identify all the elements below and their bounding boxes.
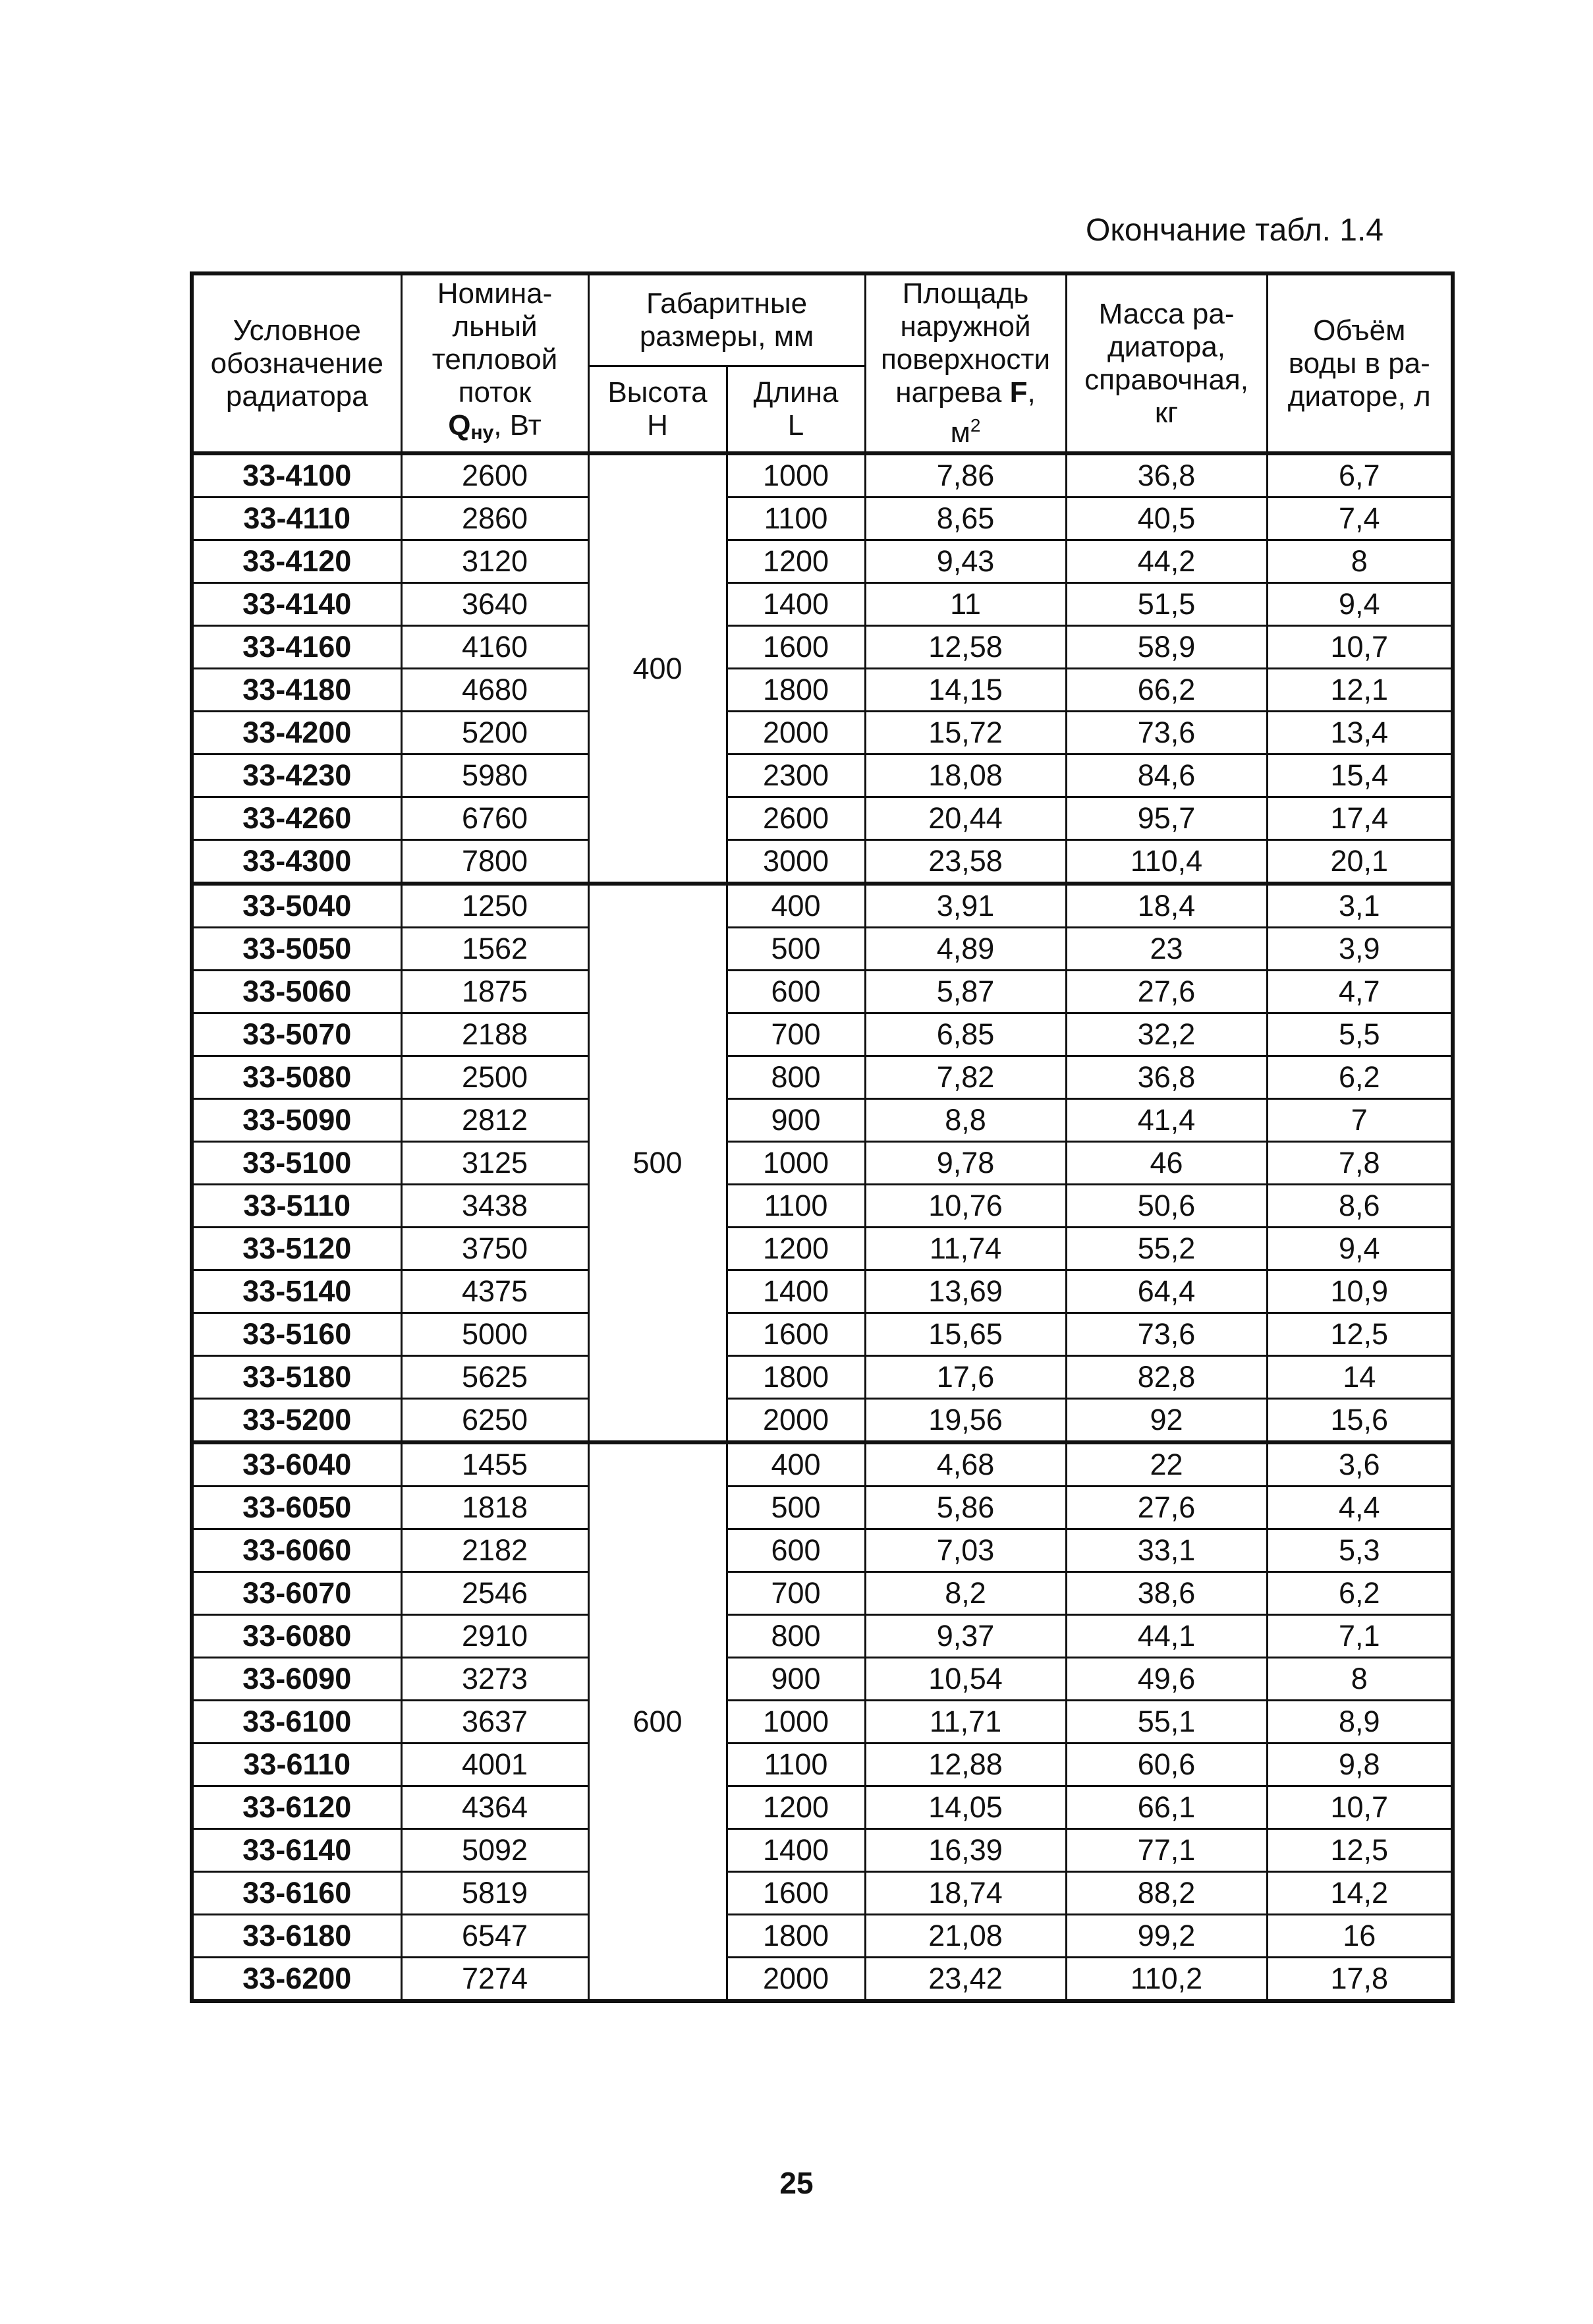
- cell-designation: 33-6110: [192, 1743, 401, 1786]
- cell-length: 1200: [727, 1786, 865, 1829]
- cell-designation: 33-5060: [192, 971, 401, 1013]
- cell-mass: 44,2: [1066, 540, 1267, 583]
- cell-heat-flow: 1250: [401, 884, 588, 928]
- cell-water-volume: 20,1: [1267, 840, 1453, 884]
- cell-mass: 77,1: [1066, 1829, 1267, 1872]
- cell-heat-flow: 5000: [401, 1313, 588, 1356]
- table-row: [192, 1615, 1453, 1658]
- cell-heat-flow: 4375: [401, 1270, 588, 1313]
- cell-water-volume: 5,5: [1267, 1013, 1453, 1056]
- cell-mass: 51,5: [1066, 583, 1267, 626]
- cell-mass: 55,1: [1066, 1701, 1267, 1743]
- cell-length: 1000: [727, 1701, 865, 1743]
- cell-length: 600: [727, 1529, 865, 1572]
- cell-designation: 33-6100: [192, 1701, 401, 1743]
- cell-surface-area: 23,58: [865, 840, 1066, 884]
- header-heat-flow: Номина- льный тепловой поток $Q_{ну}$, Вт: [401, 273, 588, 453]
- cell-length: 2000: [727, 1399, 865, 1443]
- cell-designation: 33-6070: [192, 1572, 401, 1615]
- cell-water-volume: 8,6: [1267, 1185, 1453, 1228]
- cell-surface-area: 3,91: [865, 884, 1066, 928]
- cell-mass: 110,4: [1066, 840, 1267, 884]
- cell-heat-flow: 7800: [401, 840, 588, 884]
- cell-surface-area: 10,54: [865, 1658, 1066, 1701]
- cell-surface-area: 4,68: [865, 1442, 1066, 1487]
- table-row: [192, 797, 1453, 840]
- cell-water-volume: 17,8: [1267, 1958, 1453, 2002]
- cell-water-volume: 8: [1267, 540, 1453, 583]
- cell-mass: 58,9: [1066, 626, 1267, 669]
- cell-designation: 33-4120: [192, 540, 401, 583]
- table-row: [192, 1872, 1453, 1915]
- cell-water-volume: 3,6: [1267, 1442, 1453, 1487]
- cell-mass: 82,8: [1066, 1356, 1267, 1399]
- table-row: [192, 1915, 1453, 1958]
- table-row: [192, 840, 1453, 884]
- cell-designation: 33-6120: [192, 1786, 401, 1829]
- cell-surface-area: 8,2: [865, 1572, 1066, 1615]
- cell-designation: 33-5090: [192, 1099, 401, 1142]
- cell-water-volume: 15,4: [1267, 754, 1453, 797]
- cell-designation: 33-4160: [192, 626, 401, 669]
- table-row: [192, 497, 1453, 540]
- table-header: [192, 273, 1453, 453]
- cell-heat-flow: 4160: [401, 626, 588, 669]
- cell-mass: 92: [1066, 1399, 1267, 1443]
- cell-water-volume: 3,9: [1267, 928, 1453, 971]
- cell-surface-area: 9,43: [865, 540, 1066, 583]
- header-length: Длина L: [727, 366, 865, 454]
- cell-height: 500: [588, 884, 727, 1442]
- cell-surface-area: 6,85: [865, 1013, 1066, 1056]
- cell-height: 600: [588, 1442, 727, 2001]
- cell-heat-flow: 3120: [401, 540, 588, 583]
- cell-mass: 60,6: [1066, 1743, 1267, 1786]
- table-row: [192, 1270, 1453, 1313]
- cell-mass: 88,2: [1066, 1872, 1267, 1915]
- cell-heat-flow: 4001: [401, 1743, 588, 1786]
- cell-designation: 33-4260: [192, 797, 401, 840]
- cell-water-volume: 17,4: [1267, 797, 1453, 840]
- cell-water-volume: 8,9: [1267, 1701, 1453, 1743]
- table-row: [192, 1013, 1453, 1056]
- table-row: [192, 1313, 1453, 1356]
- cell-length: 600: [727, 971, 865, 1013]
- cell-surface-area: 11: [865, 583, 1066, 626]
- cell-heat-flow: 1818: [401, 1487, 588, 1529]
- cell-length: 700: [727, 1013, 865, 1056]
- cell-mass: 49,6: [1066, 1658, 1267, 1701]
- cell-mass: 99,2: [1066, 1915, 1267, 1958]
- cell-mass: 66,2: [1066, 669, 1267, 712]
- cell-surface-area: 14,15: [865, 669, 1066, 712]
- cell-heat-flow: 6760: [401, 797, 588, 840]
- header-surface-area: Площадь наружной поверхности нагрева F, $м^2$: [865, 273, 1066, 453]
- cell-water-volume: 8: [1267, 1658, 1453, 1701]
- cell-heat-flow: 1562: [401, 928, 588, 971]
- cell-mass: 46: [1066, 1142, 1267, 1185]
- cell-designation: 33-5200: [192, 1399, 401, 1443]
- cell-designation: 33-4140: [192, 583, 401, 626]
- cell-surface-area: 23,42: [865, 1958, 1066, 2002]
- cell-heat-flow: 2910: [401, 1615, 588, 1658]
- table-row: [192, 1142, 1453, 1185]
- cell-surface-area: 12,88: [865, 1743, 1066, 1786]
- cell-length: 400: [727, 1442, 865, 1487]
- cell-mass: 27,6: [1066, 971, 1267, 1013]
- cell-mass: 66,1: [1066, 1786, 1267, 1829]
- cell-length: 1800: [727, 669, 865, 712]
- table-row: [192, 754, 1453, 797]
- cell-water-volume: 7: [1267, 1099, 1453, 1142]
- cell-designation: 33-5070: [192, 1013, 401, 1056]
- cell-water-volume: 14,2: [1267, 1872, 1453, 1915]
- cell-mass: 36,8: [1066, 453, 1267, 497]
- cell-heat-flow: 1455: [401, 1442, 588, 1487]
- cell-heat-flow: 5980: [401, 754, 588, 797]
- cell-designation: 33-4110: [192, 497, 401, 540]
- cell-surface-area: 12,58: [865, 626, 1066, 669]
- cell-heat-flow: 2860: [401, 497, 588, 540]
- cell-surface-area: 15,72: [865, 712, 1066, 754]
- cell-mass: 38,6: [1066, 1572, 1267, 1615]
- cell-length: 1200: [727, 1228, 865, 1270]
- cell-length: 1400: [727, 1829, 865, 1872]
- cell-heat-flow: 2188: [401, 1013, 588, 1056]
- cell-surface-area: 21,08: [865, 1915, 1066, 1958]
- table-row: [192, 669, 1453, 712]
- cell-heat-flow: 6547: [401, 1915, 588, 1958]
- cell-length: 400: [727, 884, 865, 928]
- cell-designation: 33-5180: [192, 1356, 401, 1399]
- cell-heat-flow: 4364: [401, 1786, 588, 1829]
- table-row: [192, 1442, 1453, 1487]
- cell-mass: 32,2: [1066, 1013, 1267, 1056]
- cell-mass: 33,1: [1066, 1529, 1267, 1572]
- table-row: [192, 971, 1453, 1013]
- table-row: [192, 1958, 1453, 2002]
- cell-water-volume: 6,2: [1267, 1056, 1453, 1099]
- cell-surface-area: 11,71: [865, 1701, 1066, 1743]
- cell-designation: 33-5080: [192, 1056, 401, 1099]
- cell-length: 1800: [727, 1356, 865, 1399]
- cell-designation: 33-6160: [192, 1872, 401, 1915]
- cell-water-volume: 16: [1267, 1915, 1453, 1958]
- cell-water-volume: 5,3: [1267, 1529, 1453, 1572]
- cell-length: 1100: [727, 1743, 865, 1786]
- cell-surface-area: 10,76: [865, 1185, 1066, 1228]
- cell-surface-area: 5,87: [865, 971, 1066, 1013]
- table-caption: Окончание табл. 1.4: [1085, 213, 1383, 248]
- table-row: [192, 540, 1453, 583]
- cell-surface-area: 18,74: [865, 1872, 1066, 1915]
- cell-mass: 50,6: [1066, 1185, 1267, 1228]
- cell-length: 800: [727, 1615, 865, 1658]
- radiator-table: [190, 271, 1455, 2003]
- header-water-volume: Объём воды в ра- диаторе, л: [1267, 273, 1453, 453]
- cell-water-volume: 4,7: [1267, 971, 1453, 1013]
- cell-designation: 33-6200: [192, 1958, 401, 2002]
- cell-heat-flow: 2182: [401, 1529, 588, 1572]
- cell-designation: 33-5120: [192, 1228, 401, 1270]
- cell-surface-area: 16,39: [865, 1829, 1066, 1872]
- cell-heat-flow: 3125: [401, 1142, 588, 1185]
- cell-mass: 55,2: [1066, 1228, 1267, 1270]
- cell-surface-area: 7,03: [865, 1529, 1066, 1572]
- cell-heat-flow: 3273: [401, 1658, 588, 1701]
- cell-designation: 33-4300: [192, 840, 401, 884]
- cell-water-volume: 7,8: [1267, 1142, 1453, 1185]
- cell-mass: 44,1: [1066, 1615, 1267, 1658]
- cell-surface-area: 9,78: [865, 1142, 1066, 1185]
- cell-length: 2000: [727, 1958, 865, 2002]
- cell-mass: 40,5: [1066, 497, 1267, 540]
- row-group-400: [192, 453, 1453, 884]
- cell-designation: 33-6180: [192, 1915, 401, 1958]
- cell-water-volume: 13,4: [1267, 712, 1453, 754]
- cell-mass: 64,4: [1066, 1270, 1267, 1313]
- cell-water-volume: 7,1: [1267, 1615, 1453, 1658]
- cell-heat-flow: 7274: [401, 1958, 588, 2002]
- cell-water-volume: 10,9: [1267, 1270, 1453, 1313]
- cell-length: 3000: [727, 840, 865, 884]
- cell-water-volume: 12,5: [1267, 1313, 1453, 1356]
- page-number: 25: [779, 2166, 814, 2200]
- cell-designation: 33-5050: [192, 928, 401, 971]
- cell-length: 1600: [727, 1313, 865, 1356]
- cell-length: 700: [727, 1572, 865, 1615]
- cell-designation: 33-6090: [192, 1658, 401, 1701]
- cell-length: 2300: [727, 754, 865, 797]
- cell-surface-area: 13,69: [865, 1270, 1066, 1313]
- cell-surface-area: 7,86: [865, 453, 1066, 497]
- cell-mass: 23: [1066, 928, 1267, 971]
- table-row: [192, 928, 1453, 971]
- cell-heat-flow: 2546: [401, 1572, 588, 1615]
- table-row: [192, 1658, 1453, 1701]
- cell-length: 1000: [727, 1142, 865, 1185]
- cell-heat-flow: 5200: [401, 712, 588, 754]
- cell-heat-flow: 2500: [401, 1056, 588, 1099]
- cell-heat-flow: 4680: [401, 669, 588, 712]
- cell-mass: 36,8: [1066, 1056, 1267, 1099]
- cell-length: 2600: [727, 797, 865, 840]
- cell-water-volume: 4,4: [1267, 1487, 1453, 1529]
- table-row: [192, 583, 1453, 626]
- cell-water-volume: 10,7: [1267, 626, 1453, 669]
- cell-water-volume: 12,5: [1267, 1829, 1453, 1872]
- cell-surface-area: 9,37: [865, 1615, 1066, 1658]
- cell-heat-flow: 5092: [401, 1829, 588, 1872]
- cell-surface-area: 17,6: [865, 1356, 1066, 1399]
- table-row: [192, 1099, 1453, 1142]
- cell-mass: 18,4: [1066, 884, 1267, 928]
- cell-surface-area: 8,65: [865, 497, 1066, 540]
- cell-length: 1000: [727, 453, 865, 497]
- cell-designation: 33-6050: [192, 1487, 401, 1529]
- row-group-600: [192, 1442, 1453, 2001]
- cell-water-volume: 14: [1267, 1356, 1453, 1399]
- cell-length: 1800: [727, 1915, 865, 1958]
- cell-length: 1600: [727, 1872, 865, 1915]
- cell-water-volume: 3,1: [1267, 884, 1453, 928]
- cell-heat-flow: 5625: [401, 1356, 588, 1399]
- cell-heat-flow: 3438: [401, 1185, 588, 1228]
- cell-surface-area: 8,8: [865, 1099, 1066, 1142]
- cell-designation: 33-4230: [192, 754, 401, 797]
- cell-water-volume: 15,6: [1267, 1399, 1453, 1443]
- cell-length: 800: [727, 1056, 865, 1099]
- cell-designation: 33-5040: [192, 884, 401, 928]
- cell-height: 400: [588, 453, 727, 884]
- cell-length: 1400: [727, 1270, 865, 1313]
- cell-heat-flow: 1875: [401, 971, 588, 1013]
- cell-length: 500: [727, 928, 865, 971]
- cell-water-volume: 6,2: [1267, 1572, 1453, 1615]
- cell-length: 900: [727, 1099, 865, 1142]
- table-row: [192, 1829, 1453, 1872]
- cell-mass: 73,6: [1066, 712, 1267, 754]
- cell-surface-area: 14,05: [865, 1786, 1066, 1829]
- cell-length: 2000: [727, 712, 865, 754]
- cell-heat-flow: 2812: [401, 1099, 588, 1142]
- cell-length: 1400: [727, 583, 865, 626]
- cell-designation: 33-5110: [192, 1185, 401, 1228]
- cell-designation: 33-5160: [192, 1313, 401, 1356]
- cell-designation: 33-6140: [192, 1829, 401, 1872]
- table-row: [192, 1228, 1453, 1270]
- table-row: [192, 884, 1453, 928]
- cell-length: 1100: [727, 1185, 865, 1228]
- header-height: Высота H: [588, 366, 727, 454]
- cell-heat-flow: 2600: [401, 453, 588, 497]
- table-row: [192, 1399, 1453, 1443]
- cell-surface-area: 5,86: [865, 1487, 1066, 1529]
- table-row: [192, 1701, 1453, 1743]
- cell-mass: 110,2: [1066, 1958, 1267, 2002]
- header-designation: Условное обозначение радиатора: [192, 273, 401, 453]
- cell-designation: 33-4200: [192, 712, 401, 754]
- cell-heat-flow: 5819: [401, 1872, 588, 1915]
- cell-water-volume: 9,4: [1267, 1228, 1453, 1270]
- cell-mass: 95,7: [1066, 797, 1267, 840]
- cell-length: 1600: [727, 626, 865, 669]
- cell-designation: 33-4100: [192, 453, 401, 497]
- table-row: [192, 1572, 1453, 1615]
- cell-surface-area: 15,65: [865, 1313, 1066, 1356]
- cell-heat-flow: 3640: [401, 583, 588, 626]
- cell-heat-flow: 3637: [401, 1701, 588, 1743]
- table-row: [192, 1185, 1453, 1228]
- header-mass: Масса ра- диатора, справочная, кг: [1066, 273, 1267, 453]
- cell-designation: 33-5140: [192, 1270, 401, 1313]
- cell-length: 900: [727, 1658, 865, 1701]
- row-group-500: [192, 884, 1453, 1442]
- cell-mass: 41,4: [1066, 1099, 1267, 1142]
- cell-water-volume: 6,7: [1267, 453, 1453, 497]
- cell-water-volume: 12,1: [1267, 669, 1453, 712]
- cell-length: 1100: [727, 497, 865, 540]
- table-row: [192, 1056, 1453, 1099]
- cell-surface-area: 19,56: [865, 1399, 1066, 1443]
- header-dimensions: Габаритные размеры, мм: [588, 273, 865, 366]
- cell-surface-area: 18,08: [865, 754, 1066, 797]
- cell-heat-flow: 3750: [401, 1228, 588, 1270]
- table-row: [192, 626, 1453, 669]
- cell-length: 500: [727, 1487, 865, 1529]
- cell-water-volume: 10,7: [1267, 1786, 1453, 1829]
- cell-water-volume: 7,4: [1267, 497, 1453, 540]
- cell-designation: 33-6040: [192, 1442, 401, 1487]
- table-row: [192, 712, 1453, 754]
- cell-surface-area: 7,82: [865, 1056, 1066, 1099]
- cell-designation: 33-4180: [192, 669, 401, 712]
- cell-surface-area: 4,89: [865, 928, 1066, 971]
- cell-designation: 33-6080: [192, 1615, 401, 1658]
- table-row: [192, 1356, 1453, 1399]
- cell-designation: 33-5100: [192, 1142, 401, 1185]
- cell-water-volume: 9,4: [1267, 583, 1453, 626]
- cell-mass: 27,6: [1066, 1487, 1267, 1529]
- table-row: [192, 1487, 1453, 1529]
- cell-water-volume: 9,8: [1267, 1743, 1453, 1786]
- cell-mass: 73,6: [1066, 1313, 1267, 1356]
- table-row: [192, 1529, 1453, 1572]
- cell-length: 1200: [727, 540, 865, 583]
- cell-mass: 22: [1066, 1442, 1267, 1487]
- cell-designation: 33-6060: [192, 1529, 401, 1572]
- table-row: [192, 1786, 1453, 1829]
- cell-heat-flow: 6250: [401, 1399, 588, 1443]
- table-row: [192, 453, 1453, 497]
- table-row: [192, 1743, 1453, 1786]
- cell-surface-area: 11,74: [865, 1228, 1066, 1270]
- cell-mass: 84,6: [1066, 754, 1267, 797]
- cell-surface-area: 20,44: [865, 797, 1066, 840]
